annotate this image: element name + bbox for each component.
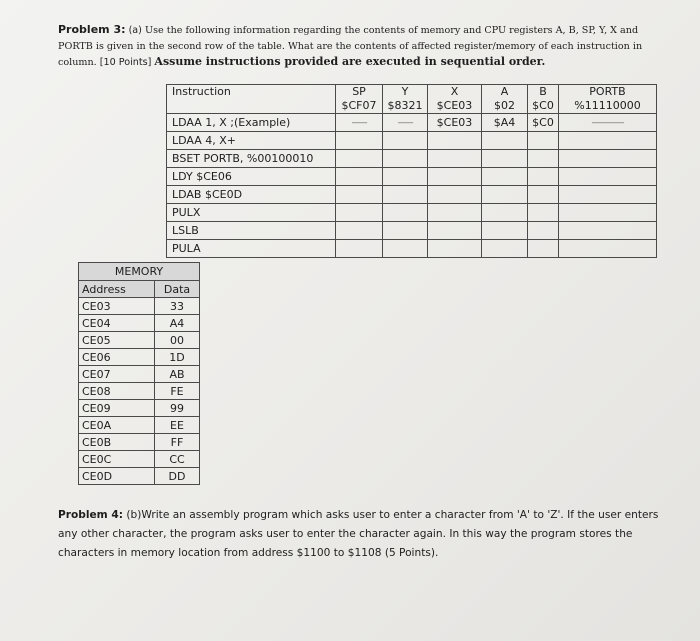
memory-address-header: Address	[79, 281, 155, 298]
answer-b-cell	[528, 186, 559, 204]
initial-x: $CE03	[436, 99, 473, 112]
memory-row	[79, 417, 200, 434]
instruction-cell: PULX	[167, 204, 336, 222]
example-sp: --------	[336, 114, 383, 132]
problem3-points: [10 Points]	[99, 57, 152, 68]
answer-b-cell	[528, 168, 559, 186]
answer-portb-cell	[559, 204, 657, 222]
problem3-body: Use the following information regarding the contents of memory and CPU registers A, B, SP, Y, X and PORTB is given in the second row of the table. What are the contents of affected register/memory of each instruction in column.	[58, 25, 643, 68]
answer-y-cell	[383, 222, 428, 240]
problem4-body: (b)Write an assembly program which asks user to enter a character from 'A' to 'Z'. If the user enters any other character, the program asks user to enter the character again. In this way the program stores the characters in memory location from address $1100 to $1108 (5 Points).	[58, 509, 659, 559]
memory-address: CE08	[79, 383, 155, 400]
answer-x-cell	[428, 204, 482, 222]
header-portb	[559, 85, 657, 114]
instruction-row	[167, 132, 657, 150]
example-y: --------	[383, 114, 428, 132]
answer-x-cell	[428, 186, 482, 204]
example-instruction: LDAA 1, X ;(Example)	[167, 114, 336, 132]
answer-portb-cell	[559, 132, 657, 150]
answer-portb-cell	[559, 222, 657, 240]
memory-data: EE	[155, 417, 200, 434]
example-row	[167, 114, 657, 132]
answer-x-cell	[428, 168, 482, 186]
header-y-label: Y	[401, 85, 409, 98]
header-sp	[336, 85, 383, 114]
header-instruction: Instruction	[167, 85, 336, 114]
answer-y-cell	[383, 150, 428, 168]
answer-y-cell	[383, 132, 428, 150]
memory-row	[79, 332, 200, 349]
header-portb-label: PORTB	[589, 85, 626, 98]
memory-address: CE06	[79, 349, 155, 366]
problem3-part: (a)	[128, 25, 142, 36]
answer-a-cell	[482, 186, 528, 204]
answer-y-cell	[383, 204, 428, 222]
memory-row	[79, 349, 200, 366]
memory-row	[79, 315, 200, 332]
header-sp-label: SP	[352, 85, 366, 98]
answer-a-cell	[482, 240, 528, 258]
answer-sp-cell	[336, 150, 383, 168]
memory-data: DD	[155, 468, 200, 485]
instruction-row	[167, 186, 657, 204]
header-b-label: B	[539, 85, 547, 98]
instruction-table-header-row	[167, 85, 657, 114]
answer-y-cell	[383, 186, 428, 204]
memory-data: 00	[155, 332, 200, 349]
memory-row	[79, 366, 200, 383]
answer-portb-cell	[559, 150, 657, 168]
memory-data: FF	[155, 434, 200, 451]
memory-row	[79, 383, 200, 400]
memory-data: FE	[155, 383, 200, 400]
answer-a-cell	[482, 222, 528, 240]
memory-title: MEMORY	[79, 263, 200, 281]
answer-portb-cell	[559, 168, 657, 186]
memory-title-row	[79, 263, 200, 281]
memory-address: CE0C	[79, 451, 155, 468]
instruction-cell: LDAB $CE0D	[167, 186, 336, 204]
answer-b-cell	[528, 222, 559, 240]
answer-b-cell	[528, 240, 559, 258]
problem4-label: Problem 4:	[58, 509, 124, 521]
instruction-cell: LSLB	[167, 222, 336, 240]
answer-sp-cell	[336, 132, 383, 150]
header-b	[528, 85, 559, 114]
initial-a: $02	[494, 99, 515, 112]
answer-y-cell	[383, 240, 428, 258]
header-y	[383, 85, 428, 114]
problem3-emphasis: Assume instructions provided are executed in sequential order.	[154, 55, 546, 68]
instruction-cell: LDAA 4, X+	[167, 132, 336, 150]
initial-y: $8321	[387, 99, 423, 112]
instruction-table	[166, 84, 657, 258]
memory-data: 99	[155, 400, 200, 417]
answer-b-cell	[528, 150, 559, 168]
instruction-row	[167, 222, 657, 240]
memory-address: CE09	[79, 400, 155, 417]
answer-b-cell	[528, 132, 559, 150]
answer-portb-cell	[559, 186, 657, 204]
answer-sp-cell	[336, 204, 383, 222]
memory-row	[79, 434, 200, 451]
example-b: $C0	[528, 114, 559, 132]
answer-x-cell	[428, 240, 482, 258]
answer-y-cell	[383, 168, 428, 186]
initial-sp: $CF07	[341, 99, 377, 112]
answer-sp-cell	[336, 240, 383, 258]
answer-a-cell	[482, 204, 528, 222]
memory-address: CE0A	[79, 417, 155, 434]
initial-portb: %11110000	[574, 99, 641, 112]
memory-address: CE03	[79, 298, 155, 315]
header-x	[428, 85, 482, 114]
instruction-row	[167, 240, 657, 258]
memory-data-header: Data	[155, 281, 200, 298]
instruction-cell: BSET PORTB, %00100010	[167, 150, 336, 168]
answer-a-cell	[482, 132, 528, 150]
answer-x-cell	[428, 222, 482, 240]
answer-sp-cell	[336, 168, 383, 186]
problem3-label: Problem 3:	[58, 23, 126, 36]
memory-row	[79, 298, 200, 315]
answer-a-cell	[482, 168, 528, 186]
problem3-paragraph	[58, 22, 673, 71]
example-x: $CE03	[428, 114, 482, 132]
answer-sp-cell	[336, 222, 383, 240]
memory-address: CE05	[79, 332, 155, 349]
memory-address: CE0D	[79, 468, 155, 485]
answer-b-cell	[528, 204, 559, 222]
instruction-cell: LDY $CE06	[167, 168, 336, 186]
header-x-label: X	[450, 85, 459, 98]
problem4-paragraph	[58, 506, 670, 563]
header-a	[482, 85, 528, 114]
instruction-cell: PULA	[167, 240, 336, 258]
memory-data: A4	[155, 315, 200, 332]
instruction-row	[167, 150, 657, 168]
instruction-row	[167, 204, 657, 222]
answer-sp-cell	[336, 186, 383, 204]
example-portb: -----------------	[559, 114, 657, 132]
memory-table	[78, 262, 200, 485]
memory-header-row	[79, 281, 200, 298]
memory-address: CE04	[79, 315, 155, 332]
header-a-label: A	[500, 85, 509, 98]
memory-data: CC	[155, 451, 200, 468]
memory-row	[79, 468, 200, 485]
memory-address: CE07	[79, 366, 155, 383]
answer-a-cell	[482, 150, 528, 168]
memory-data: 33	[155, 298, 200, 315]
instruction-row	[167, 168, 657, 186]
answer-portb-cell	[559, 240, 657, 258]
example-a: $A4	[482, 114, 528, 132]
memory-data: AB	[155, 366, 200, 383]
memory-row	[79, 400, 200, 417]
memory-address: CE0B	[79, 434, 155, 451]
memory-data: 1D	[155, 349, 200, 366]
memory-row	[79, 451, 200, 468]
initial-b: $C0	[532, 99, 554, 112]
answer-x-cell	[428, 132, 482, 150]
answer-x-cell	[428, 150, 482, 168]
